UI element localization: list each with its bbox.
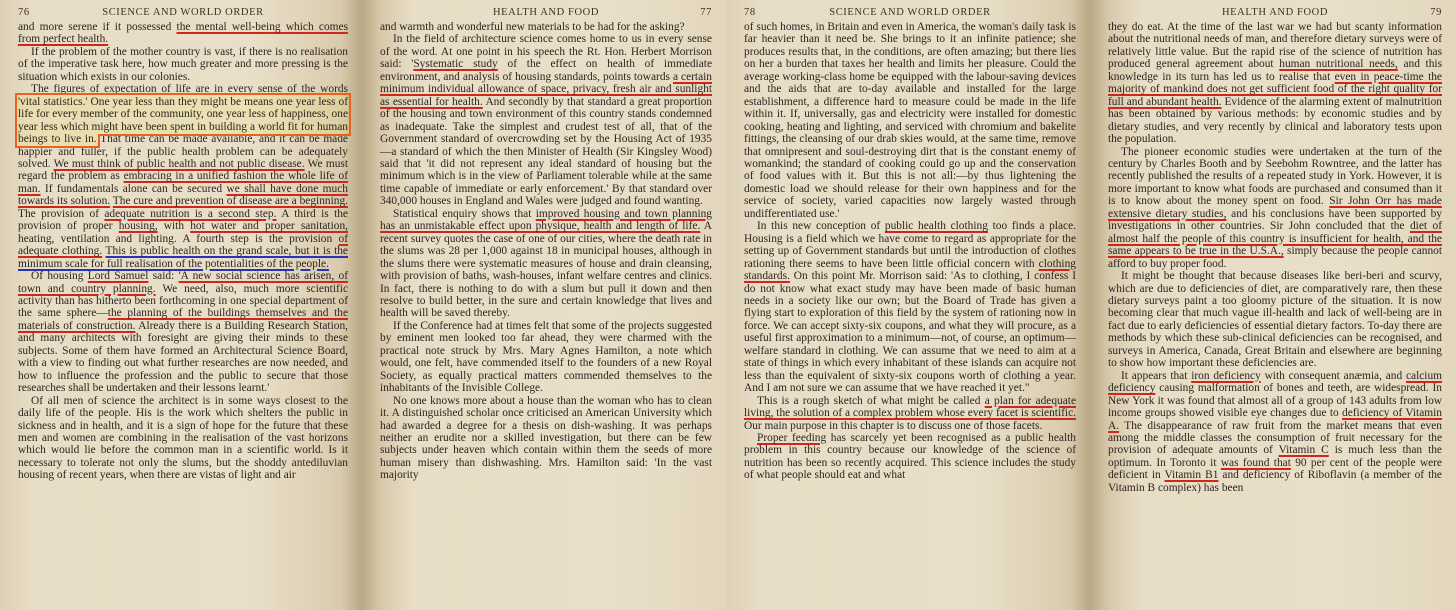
page-number: 79	[1430, 7, 1442, 18]
paragraph: If the Conference had at times felt that some of the projects suggested by eminent men looked too far ahead, they were charmed with the practical note struck by Mrs. Mary Agnes Hamilton, a note which would, one felt, have commended itself to the founders of a new Royal Society, as equally practical matters commended themselves to the inhabitants of the Invisible College.	[380, 319, 712, 395]
page-header	[1108, 4, 1442, 21]
running-head: SCIENCE AND WORLD ORDER	[102, 7, 264, 18]
page-header	[744, 4, 1076, 21]
paragraph: Statistical enquiry shows that improved housing and town planning has an unmistakable effect upon physique, health and length of life. A recent survey quotes the case of one of our cities, where the death rate in the slums was 28 per 1,000 against 18 in municipal houses, although in the slums there were systematic measures of house and drain cleansing, with provision of baths, wash-houses, infant welfare centres and clinics. In fact, there is nothing to do with a slum but pull it down and then resolve to build better, in the sure and certain knowledge that lives and health will be saved thereby.	[380, 207, 712, 320]
underlined-passage: Proper feeding	[757, 431, 827, 444]
underlined-passage: improved housing and town planning has an unmistakable effect upon physique, health and length of life.	[380, 207, 712, 233]
underlined-passage: human nutritional needs,	[1279, 58, 1398, 71]
underlined-passage: The cure and prevention of disease are a beginning.	[112, 195, 348, 208]
paragraph: It appears that iron deficiency with consequent anæmia, and calcium deficiency causing malformation of bones and teeth, are widespread. In New York it was found that almost all of a group of 143 adults from low income groups showed visible eye changes due to deficiency of Vitamin A. The disappearance of raw fruit from the market means that even among the middle classes the consumption of fruit necessary for the provision of adequate amounts of Vitamin C is much less than the optimum. In Toronto it was found that 90 per cent of the people were deficient in Vitamin B1 and deficiency of Riboflavin (a member of the Vitamin B complex) has been	[1108, 369, 1443, 494]
paragraph: If the problem of the mother country is vast, if there is no realisation of the imperative task here, how much greater and more pressing is the situation which exists in our colonies.	[18, 45, 348, 83]
paragraph: Proper feeding has scarcely yet been recognised as a public health problem in this country because our knowledge of the science of nutrition has been so recently acquired. This science includes the study of what people should eat and what	[744, 431, 1076, 482]
paragraph: Of all men of science the architect is in some ways closest to the daily life of the people. His is the work which shelters the public in sickness and in health, and it is a sign of hope for the future that these men and women are combining in the realisation of the vast horizons which would lie before the common man in a scientific world. Is it necessary to tolerate not only the slums, but the shoddy antediluvian housing of recent years, when there are vistas of light and air	[18, 394, 348, 482]
page-body	[1108, 21, 1442, 494]
page-number: 78	[744, 7, 756, 18]
underlined-passage: clothing standards.	[744, 257, 1076, 283]
underlined-passage: iron deficiency	[1191, 369, 1261, 382]
page-header	[380, 4, 712, 21]
page-78	[726, 0, 1090, 610]
underlined-passage: a certain minimum individual allowance of space, privacy, fresh air and sunlight as essential for health.	[380, 70, 712, 108]
paragraph: Of housing Lord Samuel said: 'A new social science has arisen, of town and country planning. We need, also, much more scientific activity than has hitherto been forthcoming in one special department of the same sphere—the planning of the buildings themselves and the materials of construction. Already there is a Building Research Station, and many architects with foresight are giving their minds to these subjects. Some of them have formed an Architectural Science Board, with a view to finding out what further researches are now needed, and how to influence the profession and the public to secure that those researches shall be undertaken and their lessons learnt.'	[18, 270, 349, 395]
underlined-passage: the mental well-being which comes from perfect health.	[18, 21, 348, 46]
page-body	[744, 21, 1076, 482]
underlined-passage: Lord Samuel	[87, 270, 149, 283]
page-77	[362, 0, 726, 610]
boxed-passage: 'vital statistics.' One year less than they might be means one year less of life for every member of the community, one year less of happiness, one year less which might have been spent in building a world fit for human beings to live in.	[18, 95, 348, 146]
underlined-passage: embracing in a unified fashion the whole life of man.	[18, 170, 349, 195]
underlined-passage: Vitamin B1	[1164, 469, 1219, 482]
running-head: HEALTH AND FOOD	[1221, 7, 1329, 18]
paragraph: they do eat. At the time of the last war we had but scanty information about the nutritional needs of man, and therefore dietary surveys were of relatively little value. But the rapid rise of the science of nutrition has produced general agreement about human nutritional needs, and this knowledge in its turn has led us to realise that even in peace-time the majority of mankind does not get sufficient food of the right quality for full and abundant health. Evidence of the alarming extent of malnutrition has been obtained by various methods: by economic studies and by dietary studies, and very recently by clinical and laboratory tests upon the population.	[1108, 21, 1443, 146]
paragraph: No one knows more about a house than the woman who has to clean it. A distinguished scholar once criticised an American University which had awarded a degree for a thesis on dish-washing. It was perhaps neither an erudite nor a skilled investigation, but there can be few subjects under heaven which contain within them the seeds of more human misery than dishwashing. Mrs. Hamilton said: 'In the vast majority	[380, 394, 712, 482]
page-number: 76	[18, 7, 30, 18]
underlined-passage: Sir John Orr has made extensive dietary studies,	[1108, 195, 1442, 220]
page-header	[18, 4, 348, 21]
underlined-passage: of adequate clothing.	[18, 232, 348, 258]
blue-underlined-passage: This is public health on the grand scale, but it is the minimum scale for full realisation of the potentialities of the people.	[18, 245, 348, 270]
paragraph: In the field of architecture science comes home to us in every sense of the word. At one point in his speech the Rt. Hon. Herbert Morrison said: 'Systematic study of the effect on health of immediate environment, and analysis of housing standards, points towards a certain minimum individual allowance of space, privacy, fresh air and sunlight as essential for health. And secondly by that standard a great proportion of the housing and town environment of this country stands condemned as inadequate. Take the simplest and crudest test of all, that of the Government standard of overcrowding set by the Housing Act of 1935—a standard of which the then Minister of Health (Sir Kingsley Wood) said that 'it did not represent any ideal standard of housing but the minimum which is in the view of Parliament tolerable while at the same time capable of immediate or early enforcement.' By that standard over 340,000 houses in England and Wales were judged and found wanting.	[380, 33, 712, 208]
page-body	[18, 21, 348, 482]
running-head: SCIENCE AND WORLD ORDER	[829, 7, 991, 18]
underlined-passage: housing,	[118, 220, 158, 233]
page-79	[1090, 0, 1456, 610]
page-number: 77	[700, 7, 712, 18]
running-head: HEALTH AND FOOD	[492, 7, 600, 18]
underlined-passage: Systematic study	[413, 58, 498, 71]
underlined-passage: even in peace-time the majority of mankind does not get sufficient food of the right quality for full and abundant health.	[1108, 70, 1442, 108]
underlined-passage: deficiency of Vitamin A.	[1108, 407, 1442, 432]
underlined-passage: the planning of the buildings themselves and the materials of construction.	[18, 307, 348, 332]
underlined-passage: We must think of public health and not public disease.	[53, 157, 305, 170]
paragraph: In this new conception of public health clothing too finds a place. Housing is a field which we have come to regard as appropriate for the setting up of Government standards but until the introduction of clothes rationing there seems to have been little official concern with clothing standards. On this point Mr. Morrison said: 'As to clothing, I confess I do not know what exact study may have been made of basic human needs in a society like our own; but the Board of Trade has given a flying start to exploration of this field by the system of rationing now in force. We can accept sixty-six coupons, and what they will procure, as a useful first approximation to a minimum—not, of course, an optimum—welfare standard in clothing. We can assume that we need to aim at a state of things in which every inhabitant of these islands can acquire not less than the equivalent of sixty-six coupons worth of clothing a year. And I am not sure we can assume that we have reached it yet."	[744, 220, 1076, 395]
paragraph: and more serene if it possessed the mental well-being which comes from perfect health.	[18, 21, 348, 46]
paragraph: This is a rough sketch of what might be called a plan for adequate living, the solution of a complex problem whose every facet is scientific. Our main purpose in this chapter is to discuss one of those facets.	[744, 394, 1076, 432]
paragraph: The figures of expectation of life are in every sense of the words 'vital statistics.' One year less than they might be means one year less of life for every member of the community, one year less of happiness, one year less which might have been spent in building a world fit for human beings to live in. That time can be made available, and it can be made happier and fuller, if the public health problem can be adequately solved. We must think of public health and not public disease. We must regard the problem as embracing in a unified fashion the whole life of man. If fundamentals alone can be secured we shall have done much towards its solution. The cure and prevention of disease are a beginning. The provision of adequate nutrition is a second step. A third is the provision of proper housing, with hot water and proper sanitation, heating, ventilation and lighting. A fourth step is the provision of adequate clothing. This is public health on the grand scale, but it is the minimum scale for full realisation of the potentialities of the people.	[18, 83, 349, 270]
underlined-passage: public health clothing	[884, 220, 988, 233]
underlined-passage: 'A new social science has arisen, of town and country planning.	[18, 270, 349, 295]
paragraph: The pioneer economic studies were undertaken at the turn of the century by Charles Booth and by Seebohm Rowntree, and the latter has recently published the results of a repeated study in York. However, it is more important to know what foods are purchased and consumed than it is to know about the money spent on food. Sir John Orr has made extensive dietary studies, and his conclusions have been supported by investigations in other countries. Sir John concluded that the diet of almost half the people of this country is insufficient for health, and the same appears to be true in the U.S.A., simply because the people cannot afford to buy proper food.	[1108, 145, 1443, 270]
paragraph: and warmth and wonderful new materials to be had for the asking?	[380, 21, 685, 33]
underlined-passage: was found that	[1220, 456, 1291, 469]
underlined-passage: adequate nutrition is a second step.	[104, 207, 277, 220]
underlined-passage: a plan for adequate living, the solution of a complex problem whose every facet is scientific.	[744, 394, 1076, 420]
paragraph: It might be thought that because diseases like beri-beri and scurvy, which are due to deficiencies of diet, are comparatively rare, then these dietary surveys paint a too gloomy picture of the situation. It is now becoming clear that much vague ill-health and lack of well-being are in fact due to early deficiencies of essential dietary factors. To-day there are methods by which these sub-clinical deficiencies can be recognised, and surveys in America, Canada, Great Britain and elsewhere are beginning to show how important these deficiencies are.	[1108, 270, 1442, 370]
underlined-passage: Vitamin C	[1278, 444, 1329, 457]
page-body	[380, 21, 712, 482]
page-76	[0, 0, 362, 610]
underlined-passage: calcium deficiency	[1108, 369, 1443, 395]
underlined-passage: hot water and proper sanitation,	[190, 220, 348, 233]
underlined-passage: we shall have done much towards its solution.	[18, 182, 348, 208]
paragraph: of such homes, in Britain and even in America, the woman's daily task is far heavier than it need be. She brings to it an infinite patience; she produces results that, in the conditions, are often amazing; but there lies on her a burden that taxes her health and limits her pleasure. Could the average working-class home be equipped with the labour-saving devices and the aids that are to-day available and installed for the large establishment, a difference hard to measure could be made in the life within it. If, universally, gas and electricity were installed for domestic cooking, heating and lighting, and serviced with chromium and bakelite fittings, the cleansing of our drab skies would, at the same time, remove that omnipresent and soul-destroying dirt that is the constant enemy of womankind; the standard of cooking could go up and the conservation of food values with it. But this is not all:—by thus lightening the domestic load we should release for their own happiness and for the service of society, varied capacities now largely wasted through undifferentiated use.'	[744, 21, 1076, 220]
underlined-passage: diet of almost half the people of this country is insufficient for health, and the same appears to be true in the U.S.A.,	[1108, 220, 1443, 258]
